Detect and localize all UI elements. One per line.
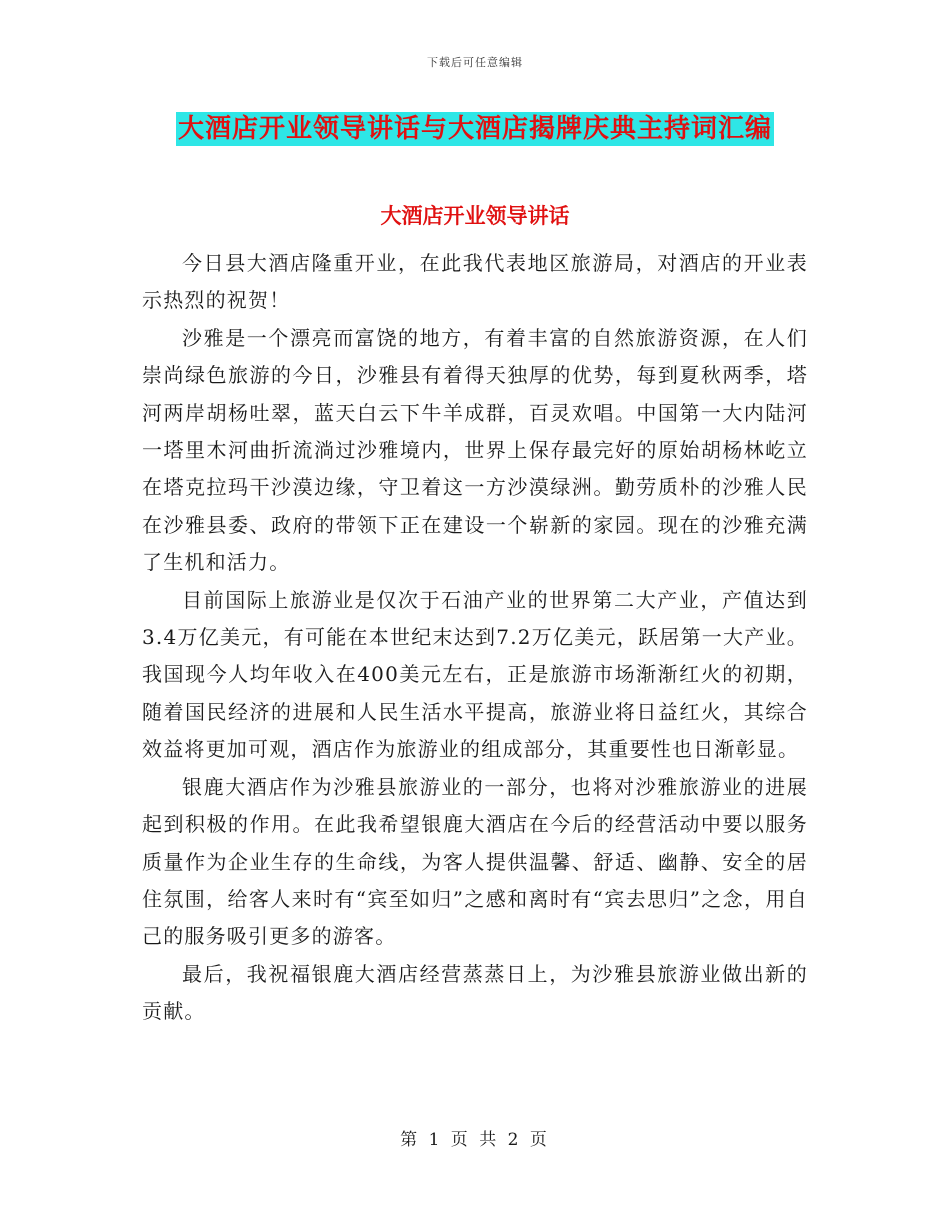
paragraph: 最后，我祝福银鹿大酒店经营蒸蒸日上，为沙雅县旅游业做出新的贡献。 bbox=[142, 961, 808, 1024]
paragraph: 今日县大酒店隆重开业，在此我代表地区旅游局，对酒店的开业表示热烈的祝贺！ bbox=[142, 251, 808, 313]
main-title-container bbox=[0, 112, 950, 146]
main-title: 大酒店开业领导讲话与大酒店揭牌庆典主持词汇编 bbox=[177, 114, 772, 144]
body-text bbox=[142, 245, 808, 1031]
paragraph: 目前国际上旅游业是仅次于石油产业的世界第二大产业，产值达到3.4万亿美元，有可能在本世纪末达到7.2万亿美元，跃居第一大产业。我国现今人均年收入在400美元左右，正是旅游市场渐渐红火的初期，随着国民经济的进展和人民生活水平提高，旅游业将日益红火，其综合效益将更加可观，酒店作为旅游业的组成部分，其重要性也日渐彰显。 bbox=[142, 587, 808, 762]
section-title: 大酒店开业领导讲话 bbox=[380, 204, 570, 228]
paragraph: 沙雅是一个漂亮而富饶的地方，有着丰富的自然旅游资源，在人们崇尚绿色旅游的今日，沙雅县有着得天独厚的优势，每到夏秋两季，塔河两岸胡杨吐翠，蓝天白云下牛羊成群，百灵欢唱。中国第一大内陆河一塔里木河曲折流淌过沙雅境内，世界上保存最完好的原始胡杨林屹立在塔克拉玛干沙漠边缘，守卫着这一方沙漠绿洲。勤劳质朴的沙雅人民在沙雅县委、政府的带领下正在建设一个崭新的家园。现在的沙雅充满了生机和活力。 bbox=[142, 325, 808, 575]
page-header-note: 下载后可任意编辑 bbox=[427, 56, 523, 69]
page-footer: 第 1 页 共 2 页 bbox=[400, 1130, 550, 1150]
paragraph: 银鹿大酒店作为沙雅县旅游业的一部分，也将对沙雅旅游业的进展起到积极的作用。在此我希望银鹿大酒店在今后的经营活动中要以服务质量作为企业生存的生命线，为客人提供温馨、舒适、幽静、安全的居住氛围，给客人来时有“宾至如归”之感和离时有“宾去思归”之念，用自己的服务吸引更多的游客。 bbox=[142, 774, 808, 949]
